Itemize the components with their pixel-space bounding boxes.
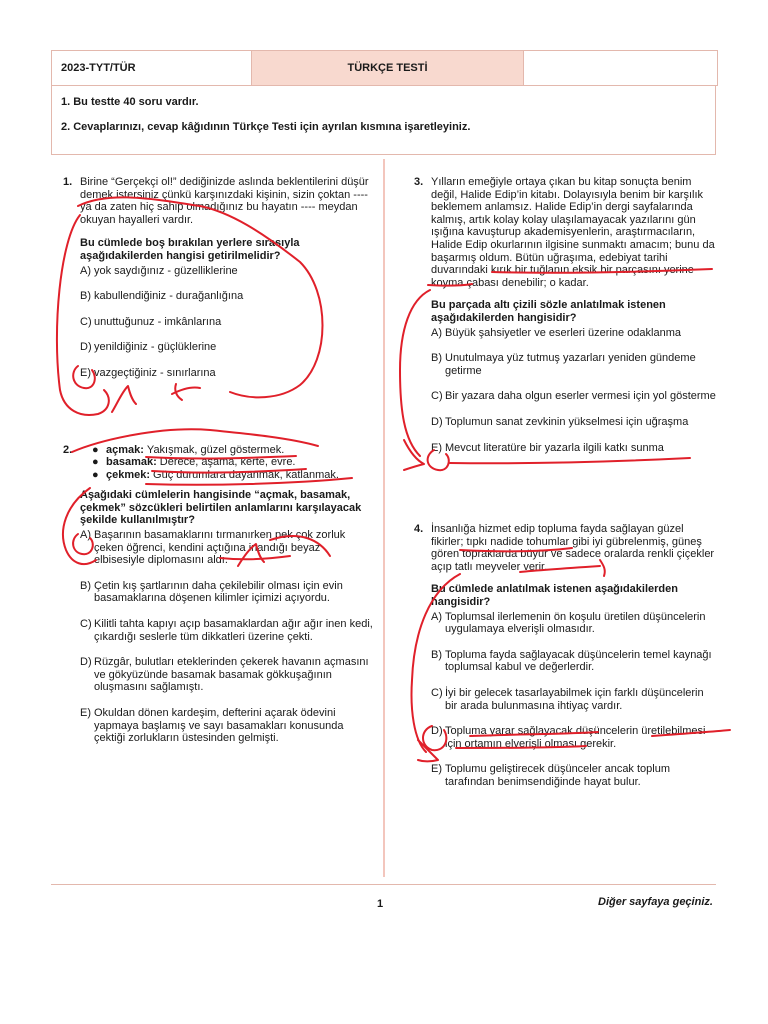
definition-list xyxy=(80,444,373,481)
footer-line xyxy=(51,884,716,885)
next-page-note: Diğer sayfaya geçiniz. xyxy=(598,896,713,908)
option-e[interactable]: E) Mevcut literatüre bir yazarla ilgili katkı sunma xyxy=(431,441,664,454)
option-b[interactable]: B) Çetin kış şartlarının daha çekilebilir olması için evin basamaklarına döşenen kilimler içimizi açıyordu. xyxy=(80,579,343,605)
option-c[interactable]: C) Bir yazara daha olgun eserler vermesi için yol gösterme xyxy=(431,390,716,403)
instructions-box xyxy=(51,85,716,155)
definition-basamak: ● basamak: Derece, aşama, kerte, evre. xyxy=(92,456,296,469)
option-e[interactable]: E) Toplumu geliştirecek düşünceler ancak toplum tarafından benimsendiğinde hayat bulur. xyxy=(431,763,671,788)
question-4 xyxy=(414,523,716,789)
q3-underline-answer xyxy=(450,458,690,463)
page-number: 1 xyxy=(377,898,384,910)
instruction-1: 1. Bu testte 40 soru vardır. xyxy=(61,96,199,108)
question-number: 1. xyxy=(63,176,73,188)
option-d[interactable]: D) Toplumun sanat zevkinin yükselmesi için uğraşma xyxy=(431,415,689,428)
question-prompt: Bu cümlede anlatılmak istenen aşağıdakilerden hangisidir? xyxy=(431,583,678,608)
column-divider xyxy=(383,159,385,877)
exam-code: 2023-TYT/TÜR xyxy=(52,51,252,85)
option-a[interactable]: A) yok saydığınız - güzelliklerine xyxy=(80,264,238,277)
definition-cekmek: ● çekmek: Güç durumlara dayanmak, katlanmak. xyxy=(92,468,339,481)
option-d[interactable]: D) Topluma yarar sağlayacak düşüncelerin üretilebilmesi için ortamın elverişli olması gerekir. xyxy=(431,725,706,750)
header-box xyxy=(51,50,718,86)
option-d[interactable]: D) yenildiğiniz - güçlüklerine xyxy=(80,341,217,354)
option-c[interactable]: C) Kilitli tahta kapıyı açıp basamaklardan ağır ağır inen kedi, çıkardığı seslerle tüm dikkatleri üzerine çekti. xyxy=(80,617,373,643)
question-number: 4. xyxy=(414,523,424,535)
question-prompt: Bu cümlede boş bırakılan yerlere sırasıyla aşağıdakilerden hangisi getirilmelidir? xyxy=(80,237,300,262)
option-b[interactable]: B) Topluma fayda sağlayacak düşüncelerin temel kaynağı toplumsal kabul ve değerlerdir. xyxy=(431,648,712,674)
option-c[interactable]: C) unuttuğunuz - imkânlarına xyxy=(80,315,222,328)
option-a[interactable]: A) Başarının basamaklarını tırmanırken pek çok zorluk çeken öğrenci, kendini açtığına inandığı beyaz elbisesiyle diplomasını aldı. xyxy=(80,529,346,567)
question-stem: Birine “Gerçekçi ol!” dediğinizde aslında beklentilerini düşür demek istersiniz çünkü karşınızdaki kişinin, sizin çoktan ---- ya da zaten hiç sahip olmadığınız bu hayatın ---- meydan okuyan hayalleri vardır. xyxy=(80,176,369,226)
header-empty-cell xyxy=(524,51,717,85)
option-b[interactable]: B) Unutulmaya yüz tutmuş yazarları yeniden gündeme getirme xyxy=(431,352,696,377)
definition-acmak: ● açmak: Yakışmak, güzel göstermek. xyxy=(92,444,285,456)
question-3 xyxy=(414,176,716,454)
option-d[interactable]: D) Rüzgâr, bulutları eteklerinden çekerek havanın açmasını ve gökyüzünde basamak basamak gökkuşağının oluşmasını sağlamıştı. xyxy=(80,656,369,694)
question-1 xyxy=(63,176,373,380)
option-b[interactable]: B) kabullendiğiniz - durağanlığına xyxy=(80,290,244,303)
question-stem: İnsanlığa hizmet edip topluma fayda sağlayan güzel fikirler; tıpkı nadide tohumlar gibi iyi gübrelenmiş, güneş gören topraklarda büyür ve sadece oralarda renkli çiçekler açıp tatlı meyveler verir. xyxy=(431,523,715,573)
option-a[interactable]: A) Büyük şahsiyetler ve eserleri üzerine odaklanma xyxy=(431,326,682,339)
question-prompt: Bu parçada altı çizili sözle anlatılmak istenen aşağıdakilerden hangisidir? xyxy=(431,299,666,324)
question-number: 2. xyxy=(63,444,73,456)
option-e[interactable]: E) vazgeçtiğiniz - sınırlarına xyxy=(80,366,216,379)
question-passage: Yılların emeğiyle ortaya çıkan bu kitap sonuçta benim değil, Halide Edip’in kitabı. Dolayısıyla benim bir karşılık beklemem anlamsız. Halide Edip’in dergi sayfalarında kalmış, artık kolay kolay ulaşılamayacak yazılarını gün ışığına kavuşturup akademisyenlerin, araştırmacıların, Halide Edip okurlarının ilgisine sunmaktı amacım; bunu da başarmış oldum. Bütün uğraşıma, edebiyat tarihi duvarındaki kırık bir tuğlanın eksik bir parçasını yerine koyma çabası denebilir; o kadar. xyxy=(431,176,715,289)
option-e[interactable]: E) Okuldan dönen kardeşim, defterini açarak ödevini yapmaya başlamış ve sayı basamakları konusunda çektiği zorlukların üstesinden gelmişti. xyxy=(80,706,344,745)
q1-arrow-2 xyxy=(172,384,200,400)
option-a[interactable]: A) Toplumsal ilerlemenin ön koşulu üretilen düşüncelerin uygulamaya elverişli olmasıdır. xyxy=(431,610,706,636)
test-title: TÜRKÇE TESTİ xyxy=(252,51,524,85)
question-number: 3. xyxy=(414,176,424,188)
instruction-2: 2. Cevaplarınızı, cevap kâğıdının Türkçe Testi için ayrılan kısmına işaretleyiniz. xyxy=(61,121,471,133)
question-prompt: Aşağıdaki cümlelerin hangisinde “açmak, basamak, çekmek” sözcükleri belirtilen anlamlarını karşılayacak şekilde kullanılmıştır? xyxy=(80,489,362,527)
q1-arrow-1 xyxy=(112,386,136,412)
option-c[interactable]: C) İyi bir gelecek tasarlayabilmek için farklı düşüncelerin bir arada bulunmasına ihtiyaç vardır. xyxy=(431,686,704,712)
question-2 xyxy=(63,444,373,745)
